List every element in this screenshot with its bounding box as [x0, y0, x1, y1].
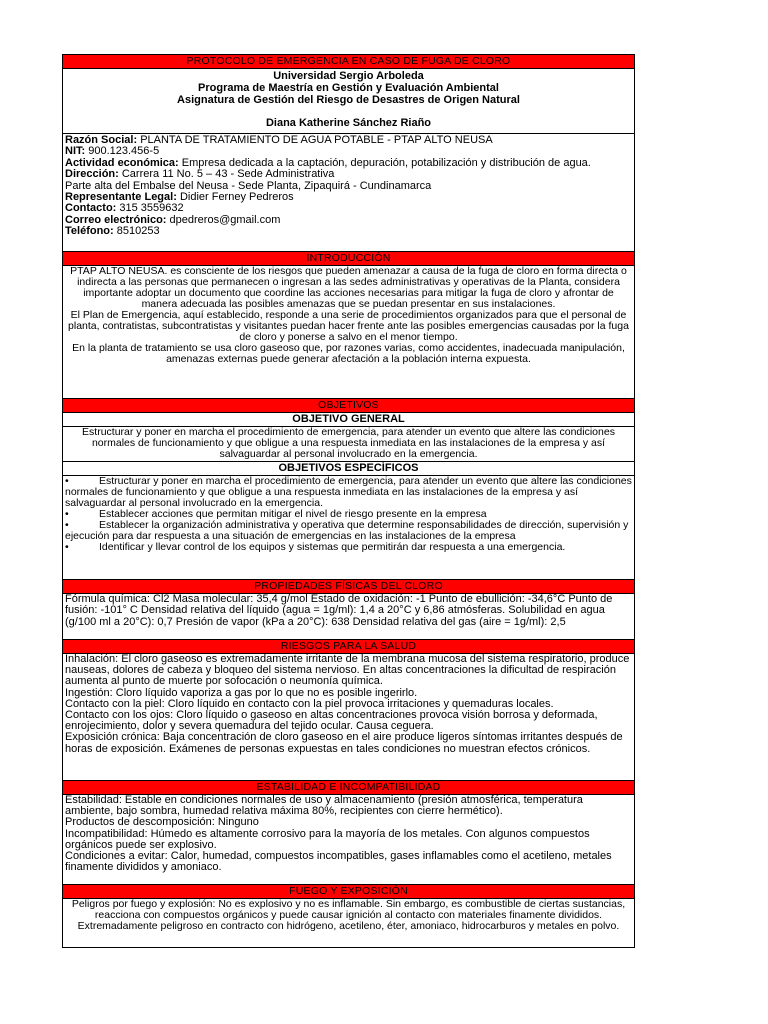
condiciones-item: Condiciones a evitar: Calor, humedad, compuestos incompatibles, gases inflamables como el acetileno, metales finamente divididos y amoniaco.	[65, 850, 612, 874]
section-heading-propiedades: PROPIEDADES FÍSICAS DEL CLORO	[63, 580, 634, 594]
correo-label: Correo electrónico:	[65, 213, 167, 226]
estabilidad-text	[63, 795, 634, 885]
list-item: • Establecer acciones que permitan mitigar el nivel de riesgo presente en la empresa	[65, 508, 487, 520]
intro-paragraph-1: PTAP ALTO NEUSA. es consciente de los riesgos que pueden amenazar a causa de la fuga de cloro en forma directa o indirecta a las personas que permanecen o ingresan a las sedes administrativas y operativas de la Planta, considera importante adoptar un documento que coordine las acciones necesarias para mitigar la fuga de cloro y afrontar de manera adecuada las posibles amenazas que se puedan presentar en sus instalaciones.	[70, 266, 627, 310]
direccion-label: Dirección:	[65, 168, 119, 181]
actividad-label: Actividad económica:	[65, 156, 179, 169]
title-block	[63, 69, 634, 134]
course-name: Asignatura de Gestión del Riesgo de Desastres de Origen Natural	[177, 94, 520, 106]
razon-value: PLANTA DE TRATAMIENTO DE AGUA POTABLE - PTAP ALTO NEUSA	[140, 134, 493, 146]
riesgo-piel: Contacto con la piel: Cloro líquido en contacto con la piel provoca irritaciones y quemaduras locales.	[65, 697, 554, 710]
descomposicion-item: Productos de descomposición: Ninguno	[65, 816, 259, 829]
program-name: Programa de Maestría en Gestión y Evaluación Ambiental	[198, 82, 499, 94]
intro-paragraph-3: En la planta de tratamiento se usa cloro gaseoso que, por razones varias, como accidentes, inadecuada manipulación, amenazas externas puede generar afectación a la población interna expuesta.	[72, 342, 625, 365]
riesgo-cronica: Exposición crónica: Baja concentración de cloro gaseoso en el aire produce ligeros síntomas irritantes después de horas de exposición. Exámenes de personas expuestas en tales condiciones no muestran efectos crónicos.	[65, 731, 623, 755]
riesgos-text	[63, 654, 634, 781]
riesgo-ingestion: Ingestión: Cloro líquido vaporiza a gas por lo que no es posible ingerirlo.	[65, 686, 418, 699]
list-item: • Identificar y llevar control de los equipos y sistemas que permitirán dar respuesta a una emergencia.	[65, 541, 566, 553]
objetivos-especificos-heading: OBJETIVOS ESPECÍFICOS	[63, 462, 634, 476]
university-name: Universidad Sergio Arboleda	[273, 70, 424, 82]
nit-value: 900.123.456-5	[88, 145, 160, 158]
section-heading-objetivos: OBJETIVOS	[63, 399, 634, 413]
list-item: • Estructurar y poner en marcha el procedimiento de emergencia, para atender un evento que altere las condiciones normales de funcionamiento y que obligue a una respuesta inmediata en las instalaciones de la empresa y así salvaguardar al personal involucrado en la emergencia.	[65, 476, 632, 509]
propiedades-text: Fórmula química: Cl2 Masa molecular: 35,4 g/mol Estado de oxidación: -1 Punto de ebullición: -34,6°C Punto de fusión: -101° C Densidad relativa del líquido (agua = 1g/ml): 1,4 a 20°C y 6,86 atmósferas. Solubilidad en agua (g/100 ml a 20°C): 0,7 Presión de vapor (kPa a 20°C): 638 Densidad relativa del gas (aire = 1g/ml): 2,5	[63, 594, 634, 640]
actividad-value: Empresa dedicada a la captación, depuración, potabilización y distribución de agua.	[181, 156, 591, 169]
introduccion-text	[63, 266, 634, 399]
document-title: PROTOCOLO DE EMERGENCIA EN CASO DE FUGA DE CLORO	[63, 55, 634, 69]
razon-label: Razón Social:	[65, 134, 138, 146]
author-name: Diana Katherine Sánchez Riaño	[265, 117, 432, 129]
direccion-value: Carrera 11 No. 5 – 43 - Sede Administrativa	[121, 168, 335, 181]
telefono-label: Teléfono:	[65, 225, 114, 238]
riesgo-inhalacion: Inhalación: El cloro gaseoso es extremadamente irritante de la membrana mucosa del sistema respiratorio, produce nauseas, dolores de cabeza y bloqueo del sistema nervioso. En altas concentraciones la dificultad de respiración aumenta al punto de muerte por sofocación o neumonía química.	[65, 654, 630, 688]
estabilidad-item: Estabilidad: Estable en condiciones normales de uso y almacenamiento (presión atmosférica, temperatura ambiente, bajo sombra, humedad relativa máxima 80%, recipientes con cierre hermético).	[65, 795, 583, 818]
section-heading-introduccion: INTRODUCCIÓN	[63, 252, 634, 266]
company-info	[63, 134, 634, 252]
objetivos-especificos-list	[63, 476, 634, 580]
objetivo-general-text: Estructurar y poner en marcha el procedimiento de emergencia, para atender un evento que altere las condiciones normales de funcionamiento y que obligue a una respuesta inmediata en las instalaciones de la empresa y así salvaguardar al personal involucrado en la emergencia.	[63, 427, 634, 462]
objetivo-general-heading: OBJETIVO GENERAL	[63, 413, 634, 427]
incompatibilidad-item: Incompatibilidad: Húmedo es altamente corrosivo para la mayoría de los metales. Con algunos compuestos orgánicos puede ser explosivo.	[65, 827, 590, 851]
protocol-document	[62, 54, 635, 948]
section-heading-estabilidad: ESTABILIDAD E INCOMPATIBILIDAD	[63, 781, 634, 795]
contacto-value: 315 3559632	[119, 202, 184, 215]
telefono-value: 8510253	[116, 225, 160, 238]
representante-label: Representante Legal:	[65, 191, 177, 204]
list-item: • Establecer la organización administrativa y operativa que determine responsabilidades de dirección, supervisión y ejecución para dar respuesta a una situación de emergencias en las instalaciones de la empresa	[65, 519, 629, 542]
fuego-text: Peligros por fuego y explosión: No es explosivo y no es inflamable. Sin embargo, es combustible de ciertas sustancias, reacciona con compuestos orgánicos y puede causar ignición al contacto con materiales finamente divididos. Extremadamente peligroso en contracto con hidrógeno, acetileno, éter, amoniaco, hidrocarburos y metales en polvo.	[71, 899, 626, 932]
intro-paragraph-2: El Plan de Emergencia, aquí establecido, responde a una serie de procedimientos organizados para que el personal de planta, contratistas, subcontratistas y visitantes puedan hacer frente ante las posibles emergencias causadas por la fuga de cloro y ponerse a salvo en el menor tiempo.	[68, 309, 629, 343]
correo-value: dpedreros@gmail.com	[169, 213, 281, 226]
section-heading-fuego: FUEGO Y EXPOSICIÓN	[63, 885, 634, 899]
direccion-line2: Parte alta del Embalse del Neusa - Sede Planta, Zipaquirá - Cundinamarca	[65, 179, 432, 192]
section-heading-riesgos: RIESGOS PARA LA SALUD	[63, 640, 634, 654]
riesgo-ojos: Contacto con los ojos: Cloro líquido o gaseoso en altas concentraciones provoca visión borrosa y deformada, enrojecimiento, dolor y severa quemadura del tejido ocular. Causa ceguera.	[65, 709, 598, 733]
representante-value: Didier Ferney Pedreros	[179, 191, 294, 204]
contacto-label: Contacto:	[65, 202, 117, 215]
nit-label: NIT:	[65, 145, 86, 158]
